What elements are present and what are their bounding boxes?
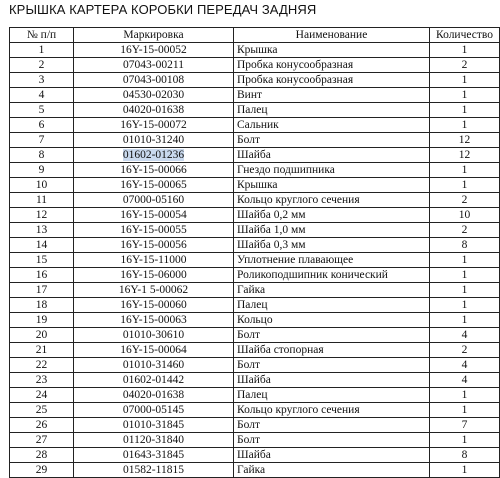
part-name: Болт xyxy=(234,418,430,433)
table-row xyxy=(10,238,500,253)
part-quantity: 4 xyxy=(430,373,500,388)
part-marking: 01010-30610 xyxy=(74,328,234,343)
part-marking: 07000-05145 xyxy=(74,403,234,418)
part-name: Винт xyxy=(234,88,430,103)
row-number: 26 xyxy=(10,418,74,433)
part-marking: 16Y-15-11000 xyxy=(74,253,234,268)
part-marking: 01120-31840 xyxy=(74,433,234,448)
row-number: 21 xyxy=(10,343,74,358)
part-quantity: 1 xyxy=(430,433,500,448)
part-name: Кольцо круглого сечения xyxy=(234,403,430,418)
column-header-marking: Маркировка xyxy=(74,28,234,43)
part-name: Болт xyxy=(234,133,430,148)
column-header-name: Наименование xyxy=(234,28,430,43)
part-marking: 16Y-15-00052 xyxy=(74,43,234,58)
part-name: Шайба 0,3 мм xyxy=(234,238,430,253)
part-name: Палец xyxy=(234,103,430,118)
row-number: 18 xyxy=(10,298,74,313)
row-number: 22 xyxy=(10,358,74,373)
part-name: Болт xyxy=(234,358,430,373)
part-name: Кольцо xyxy=(234,313,430,328)
row-number: 6 xyxy=(10,118,74,133)
table-row xyxy=(10,463,500,478)
row-number: 11 xyxy=(10,193,74,208)
part-quantity: 1 xyxy=(430,178,500,193)
part-marking: 01010-31845 xyxy=(74,418,234,433)
part-quantity: 1 xyxy=(430,88,500,103)
row-number: 29 xyxy=(10,463,74,478)
table-row xyxy=(10,343,500,358)
part-quantity: 2 xyxy=(430,58,500,73)
row-number: 8 xyxy=(10,148,74,163)
part-name: Палец xyxy=(234,298,430,313)
column-header-quantity: Количество xyxy=(430,28,500,43)
part-quantity: 4 xyxy=(430,328,500,343)
part-name: Гнездо подшипника xyxy=(234,163,430,178)
part-name: Болт xyxy=(234,433,430,448)
part-quantity: 10 xyxy=(430,208,500,223)
table-row xyxy=(10,208,500,223)
row-number: 5 xyxy=(10,103,74,118)
part-name: Болт xyxy=(234,328,430,343)
table-row xyxy=(10,103,500,118)
part-quantity: 1 xyxy=(430,388,500,403)
part-marking: 04020-01638 xyxy=(74,103,234,118)
table-header-row xyxy=(10,28,500,43)
table-row xyxy=(10,148,500,163)
part-quantity: 1 xyxy=(430,118,500,133)
row-number: 16 xyxy=(10,268,74,283)
part-marking: 16Y-1 5-00062 xyxy=(74,283,234,298)
table-row xyxy=(10,328,500,343)
parts-table xyxy=(9,27,500,478)
row-number: 15 xyxy=(10,253,74,268)
part-name: Шайба xyxy=(234,373,430,388)
part-name: Шайба стопорная xyxy=(234,343,430,358)
row-number: 4 xyxy=(10,88,74,103)
table-row xyxy=(10,373,500,388)
part-marking: 16Y-15-00055 xyxy=(74,223,234,238)
table-row xyxy=(10,358,500,373)
part-name: Шайба 1,0 мм xyxy=(234,223,430,238)
table-row xyxy=(10,118,500,133)
table-row xyxy=(10,193,500,208)
part-marking: 01602-01442 xyxy=(74,373,234,388)
part-name: Роликоподшипник конический xyxy=(234,268,430,283)
part-marking: 01582-11815 xyxy=(74,463,234,478)
part-name: Пробка конусообразная xyxy=(234,58,430,73)
part-name: Шайба xyxy=(234,448,430,463)
part-quantity: 1 xyxy=(430,103,500,118)
part-quantity: 8 xyxy=(430,448,500,463)
part-name: Шайба 0,2 мм xyxy=(234,208,430,223)
part-name: Шайба xyxy=(234,148,430,163)
row-number: 2 xyxy=(10,58,74,73)
table-row xyxy=(10,448,500,463)
part-quantity: 1 xyxy=(430,163,500,178)
document-title: КРЫШКА КАРТЕРА КОРОБКИ ПЕРЕДАЧ ЗАДНЯЯ xyxy=(9,2,317,17)
table-row xyxy=(10,433,500,448)
table-row xyxy=(10,313,500,328)
part-quantity: 1 xyxy=(430,268,500,283)
row-number: 10 xyxy=(10,178,74,193)
part-quantity: 2 xyxy=(430,343,500,358)
part-marking: 16Y-15-00063 xyxy=(74,313,234,328)
part-quantity: 1 xyxy=(430,403,500,418)
part-quantity: 2 xyxy=(430,193,500,208)
part-marking: 01010-31240 xyxy=(74,133,234,148)
row-number: 28 xyxy=(10,448,74,463)
table-row xyxy=(10,403,500,418)
part-name: Крышка xyxy=(234,43,430,58)
row-number: 7 xyxy=(10,133,74,148)
table-row xyxy=(10,298,500,313)
part-quantity: 8 xyxy=(430,238,500,253)
part-marking: 16Y-15-00065 xyxy=(74,178,234,193)
part-name: Уплотнение плавающее xyxy=(234,253,430,268)
part-marking: 07000-05160 xyxy=(74,193,234,208)
part-marking: 16Y-15-00072 xyxy=(74,118,234,133)
part-quantity: 1 xyxy=(430,73,500,88)
row-number: 17 xyxy=(10,283,74,298)
part-marking: 01643-31845 xyxy=(74,448,234,463)
part-quantity: 1 xyxy=(430,298,500,313)
row-number: 25 xyxy=(10,403,74,418)
table-row xyxy=(10,388,500,403)
part-marking xyxy=(74,148,234,163)
row-number: 24 xyxy=(10,388,74,403)
part-quantity: 1 xyxy=(430,43,500,58)
part-name: Палец xyxy=(234,388,430,403)
table-row xyxy=(10,268,500,283)
table-row xyxy=(10,43,500,58)
part-marking: 16Y-15-00064 xyxy=(74,343,234,358)
part-name: Крышка xyxy=(234,178,430,193)
table-row xyxy=(10,253,500,268)
row-number: 27 xyxy=(10,433,74,448)
part-quantity: 1 xyxy=(430,463,500,478)
part-name: Кольцо круглого сечения xyxy=(234,193,430,208)
table-row xyxy=(10,223,500,238)
row-number: 19 xyxy=(10,313,74,328)
part-name: Гайка xyxy=(234,463,430,478)
part-quantity: 1 xyxy=(430,253,500,268)
row-number: 12 xyxy=(10,208,74,223)
table-row xyxy=(10,163,500,178)
part-name: Сальник xyxy=(234,118,430,133)
part-quantity: 12 xyxy=(430,148,500,163)
part-quantity: 1 xyxy=(430,313,500,328)
row-number: 3 xyxy=(10,73,74,88)
selected-text: 01602-01236 xyxy=(122,149,185,161)
part-quantity: 7 xyxy=(430,418,500,433)
table-row xyxy=(10,283,500,298)
part-quantity: 2 xyxy=(430,223,500,238)
part-marking: 16Y-15-06000 xyxy=(74,268,234,283)
table-row xyxy=(10,58,500,73)
column-header-number: № п/п xyxy=(10,28,74,43)
table-row xyxy=(10,88,500,103)
row-number: 1 xyxy=(10,43,74,58)
row-number: 20 xyxy=(10,328,74,343)
part-marking: 16Y-15-00060 xyxy=(74,298,234,313)
row-number: 13 xyxy=(10,223,74,238)
row-number: 23 xyxy=(10,373,74,388)
part-name: Пробка конусообразная xyxy=(234,73,430,88)
part-quantity: 4 xyxy=(430,358,500,373)
part-marking: 07043-00211 xyxy=(74,58,234,73)
part-marking: 07043-00108 xyxy=(74,73,234,88)
part-quantity: 12 xyxy=(430,133,500,148)
table-row xyxy=(10,178,500,193)
part-name: Гайка xyxy=(234,283,430,298)
row-number: 14 xyxy=(10,238,74,253)
part-marking: 16Y-15-00066 xyxy=(74,163,234,178)
part-quantity: 1 xyxy=(430,283,500,298)
table-row xyxy=(10,73,500,88)
part-marking: 01010-31460 xyxy=(74,358,234,373)
part-marking: 04530-02030 xyxy=(74,88,234,103)
part-marking: 16Y-15-00056 xyxy=(74,238,234,253)
table-row xyxy=(10,133,500,148)
table-row xyxy=(10,418,500,433)
part-marking: 16Y-15-00054 xyxy=(74,208,234,223)
part-marking: 04020-01638 xyxy=(74,388,234,403)
row-number: 9 xyxy=(10,163,74,178)
